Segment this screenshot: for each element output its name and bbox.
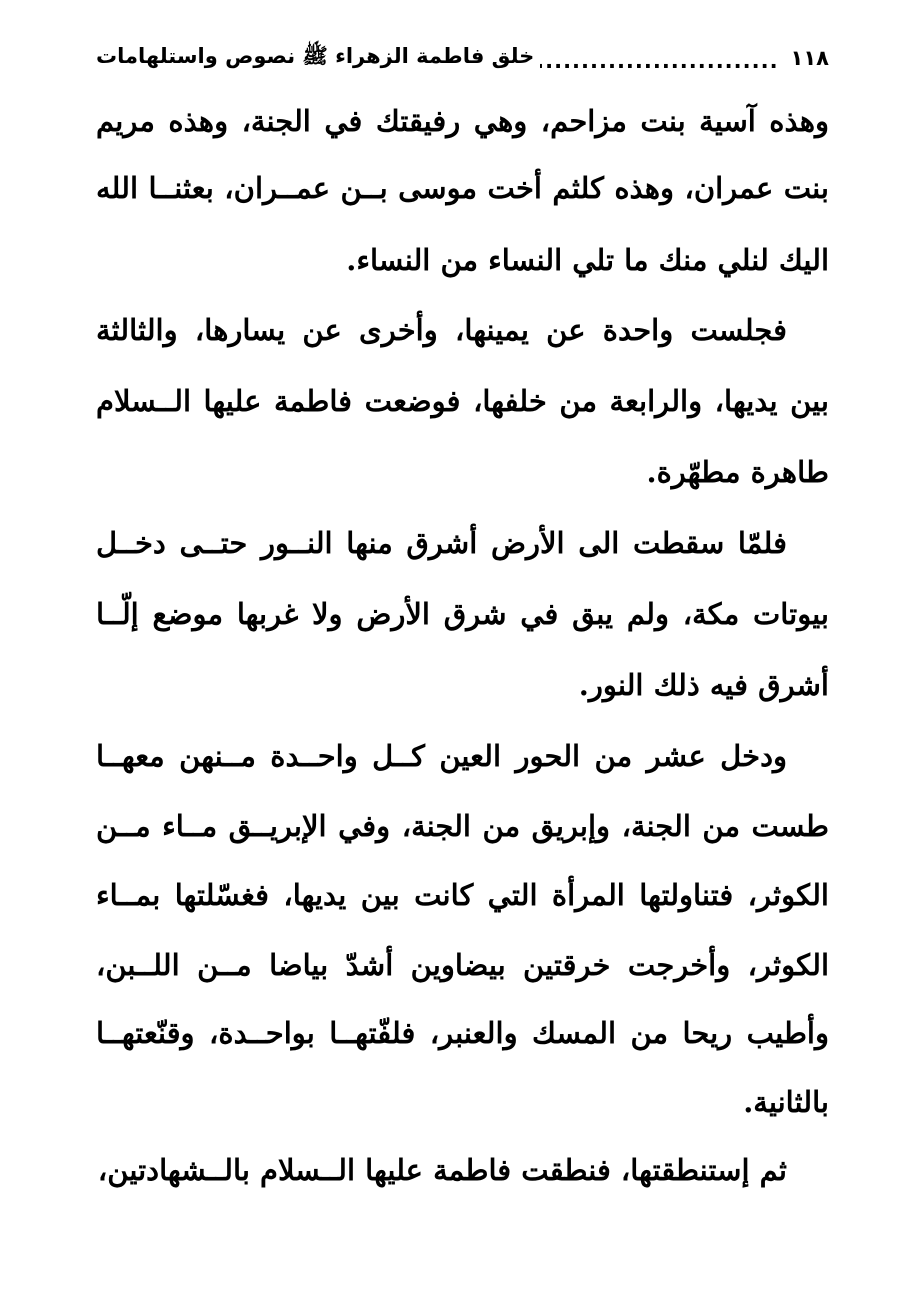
running-header	[96, 40, 829, 76]
text-line: اليك لنلي منك ما تلي النساء من النساء.	[346, 243, 829, 277]
text-line: أشرق فيه ذلك النور.	[578, 668, 829, 702]
text-line: بالثانية.	[743, 1085, 829, 1119]
text-line: بنت عمران، وهذه كلثم أخت موسى بــن عمــران، بعثنــا الله	[96, 171, 829, 205]
dot-leader	[540, 49, 778, 73]
running-title: خلق فاطمة الزهراء ﷺ نصوص واستلهامات	[96, 43, 535, 68]
page-number: ١١٨	[790, 46, 829, 70]
text-line: فلمّا سقطت الى الأرض أشرق منها النــور حتــى دخــل	[96, 526, 787, 560]
text-line: وأطيب ريحا من المسك والعنبر، فلفّتهــا بواحــدة، وقنّعتهــا	[96, 1016, 829, 1050]
text-line: بيوتات مكة، ولم يبق في شرق الأرض ولا غربها موضع إلّــا	[96, 597, 829, 631]
text-line: الكوثر، فتناولتها المرأة التي كانت بين يديها، فغسّلتها بمــاء	[96, 878, 829, 912]
text-line: ودخل عشر من الحور العين كــل واحــدة مــنهن معهــا	[96, 739, 787, 773]
text-line: طاهرة مطهّرة.	[646, 455, 829, 489]
text-line: الكوثر، وأخرجت خرقتين بيضاوين أشدّ بياضا مــن اللــبن،	[96, 948, 829, 982]
text-line: فجلست واحدة عن يمينها، وأخرى عن يسارها، والثالثة	[96, 313, 787, 347]
text-line: وهذه آسية بنت مزاحم، وهي رفيقتك في الجنة، وهذه مريم	[96, 104, 829, 138]
text-line: طست من الجنة، وإبريق من الجنة، وفي الإبريــق مــاء مــن	[96, 809, 829, 843]
text-line: بين يديها، والرابعة من خلفها، فوضعت فاطمة عليها الــسلام	[96, 384, 829, 418]
text-line: ثم إستنطقتها، فنطقت فاطمة عليها الــسلام بالــشهادتين،	[97, 1153, 787, 1187]
